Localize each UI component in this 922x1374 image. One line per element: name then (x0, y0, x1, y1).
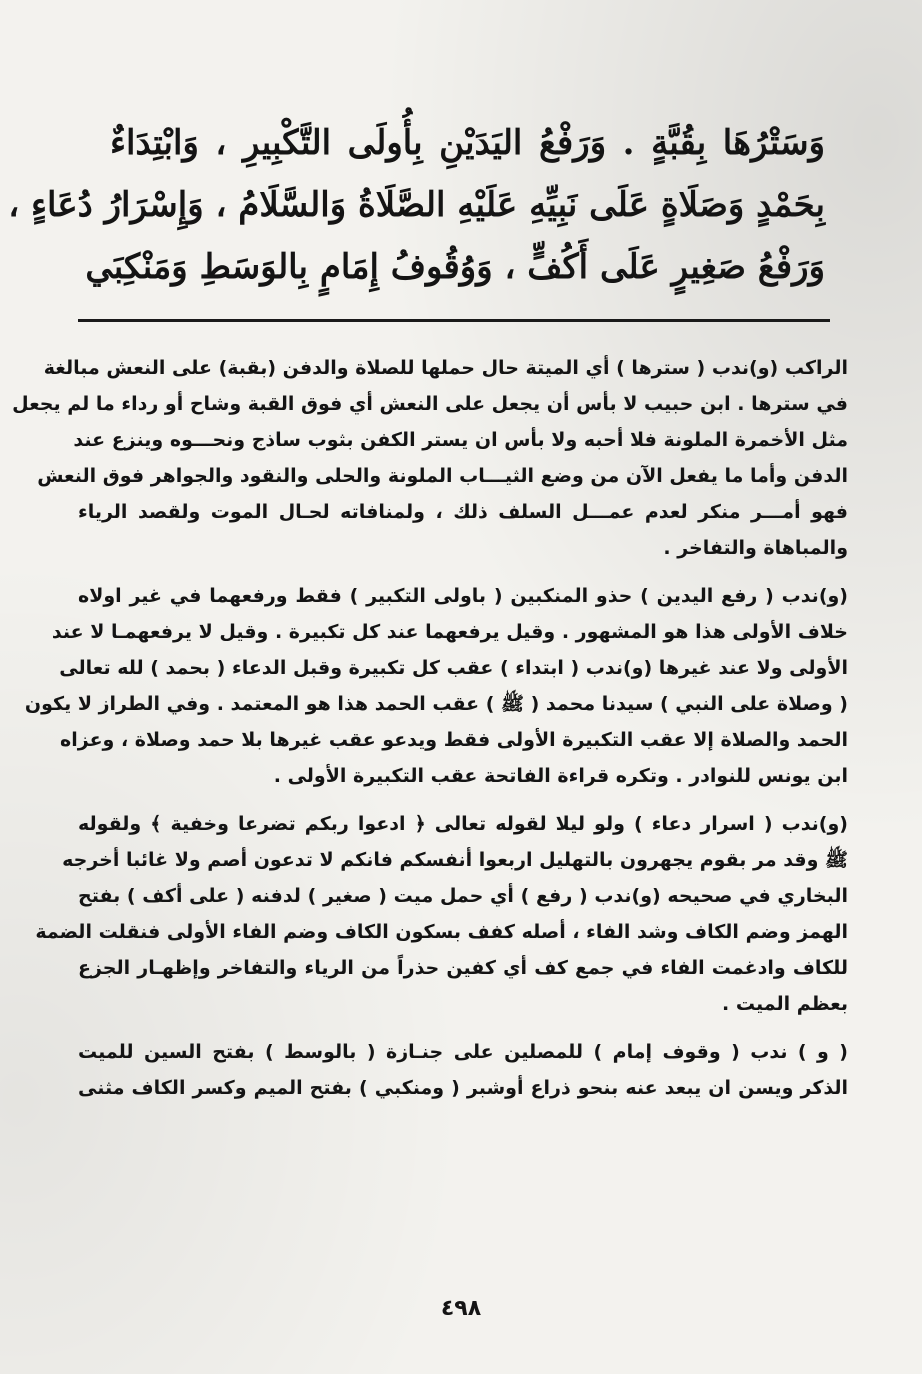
paragraph-gap (78, 566, 848, 578)
paragraph-gap (78, 794, 848, 806)
commentary-line: الهمز وضم الكاف وشد الفاء ، أصله كفف بسكون الكاف وضم الفاء الأولى فنقلت الضمة (35, 921, 848, 943)
commentary-line: بعظم الميت . (722, 993, 848, 1015)
matn-line: وَسَتْرُهَا بِقُبَّةٍ . وَرَفْعُ اليَدَيْنِ بِأُولَى التَّكْبِيرِ ، وَابْتِدَاءٌ (110, 123, 825, 163)
commentary-line: (و)ندب ( اسرار دعاء ) ولو ليلا لقوله تعالى ﴿ ادعوا ربكم تضرعا وخفية ﴾ ولقوله (78, 813, 848, 835)
commentary-line: مثل الأخمرة الملونة فلا أحبه ولا بأس ان يستر الكفن بثوب ساذج ونحـــوه وينزع عند (73, 429, 848, 451)
commentary-line: ( و ) ندب ( وقوف إمام ) للمصلين على جنـازة ( بالوسط ) بفتح السين للميت (78, 1041, 848, 1063)
commentary-line: (و)ندب ( رفع اليدين ) حذو المنكبين ( باولى التكبير ) فقط ورفعهما في غير اولاه (78, 585, 848, 607)
commentary-line: والمباهاة والتفاخر . (663, 537, 848, 559)
commentary-paragraph (24, 578, 848, 794)
matn-line: وَرَفْعُ صَغِيرٍ عَلَى أَكُفٍّ ، وَوُقُوفُ إِمَامٍ بِالوَسَطِ وَمَنْكِبَي (85, 247, 825, 287)
commentary-line: ابن يونس للنوادر . وتكره قراءة الفاتحة عقب التكبيرة الأولى . (273, 765, 848, 787)
commentary-line: الراكب (و)ندب ( سترها ) أي الميتة حال حملها للصلاة والدفن (بقبة) على النعش مبالغة (43, 357, 848, 379)
matn-line: بِحَمْدٍ وَصَلَاةٍ عَلَى نَبِيِّهِ عَلَيْهِ الصَّلَاةُ وَالسَّلَامُ ، وَإِسْرَارُ دُعَاءٍ ، (8, 185, 825, 225)
page-number: ٤٩٨ (440, 1296, 482, 1321)
commentary-line: ﷺ وقد مر بقوم يجهرون بالتهليل اربعوا أنفسكم فانكم لا تدعون أصم ولا غائبا أخرجه (62, 849, 848, 871)
commentary-line: الحمد والصلاة إلا عقب التكبيرة الأولى فقط ويدعو عقب غيرها بلا حمد وصلاة ، وعزاه (60, 729, 848, 751)
separator-rule (78, 319, 830, 322)
matn-block (8, 112, 825, 298)
commentary-paragraph (12, 350, 848, 566)
commentary-block (12, 350, 848, 1106)
paragraph-gap (78, 1022, 848, 1034)
commentary-line: البخاري في صحيحه (و)ندب ( رفع ) أي حمل ميت ( صغير ) لدفنه ( على أكف ) بفتح (78, 885, 848, 907)
commentary-line: الذكر ويسن ان يبعد عنه بنحو ذراع أوشبر ( ومنكبي ) بفتح الميم وكسر الكاف مثنى (78, 1077, 848, 1099)
commentary-paragraph (78, 1034, 848, 1106)
commentary-line: الأولى ولا عند غيرها (و)ندب ( ابتداء ) عقب كل تكبيرة وقبل الدعاء ( بحمد ) لله تعالى (59, 657, 848, 679)
commentary-line: خلاف الأولى هذا هو المشهور . وقيل يرفعهما عند كل تكبيرة . وقيل لا يرفعهمـا لا عند (51, 621, 848, 643)
commentary-line: للكاف وادغمت الفاء في جمع كف أي كفين حذراً من الرياء والتفاخر وإظهـار الجزع (78, 957, 848, 979)
commentary-line: الدفن وأما ما يفعل الآن من وضع الثيـــاب الملونة والحلى والنقود والجواهر فوق النعش (37, 465, 848, 487)
commentary-paragraph (35, 806, 848, 1022)
commentary-line: ( وصلاة على النبي ) سيدنا محمد ( ﷺ ) عقب الحمد هذا هو المعتمد . وفي الطراز لا يكون (24, 693, 848, 715)
commentary-line: فهو أمـــر منكر لعدم عمـــل السلف ذلك ، ولمنافاته لحـال الموت ولقصد الرياء (78, 501, 848, 523)
commentary-line: في سترها . ابن حبيب لا بأس أن يجعل على النعش أي فوق القبة وشاح أو رداء ما لم يجعل (12, 393, 848, 415)
